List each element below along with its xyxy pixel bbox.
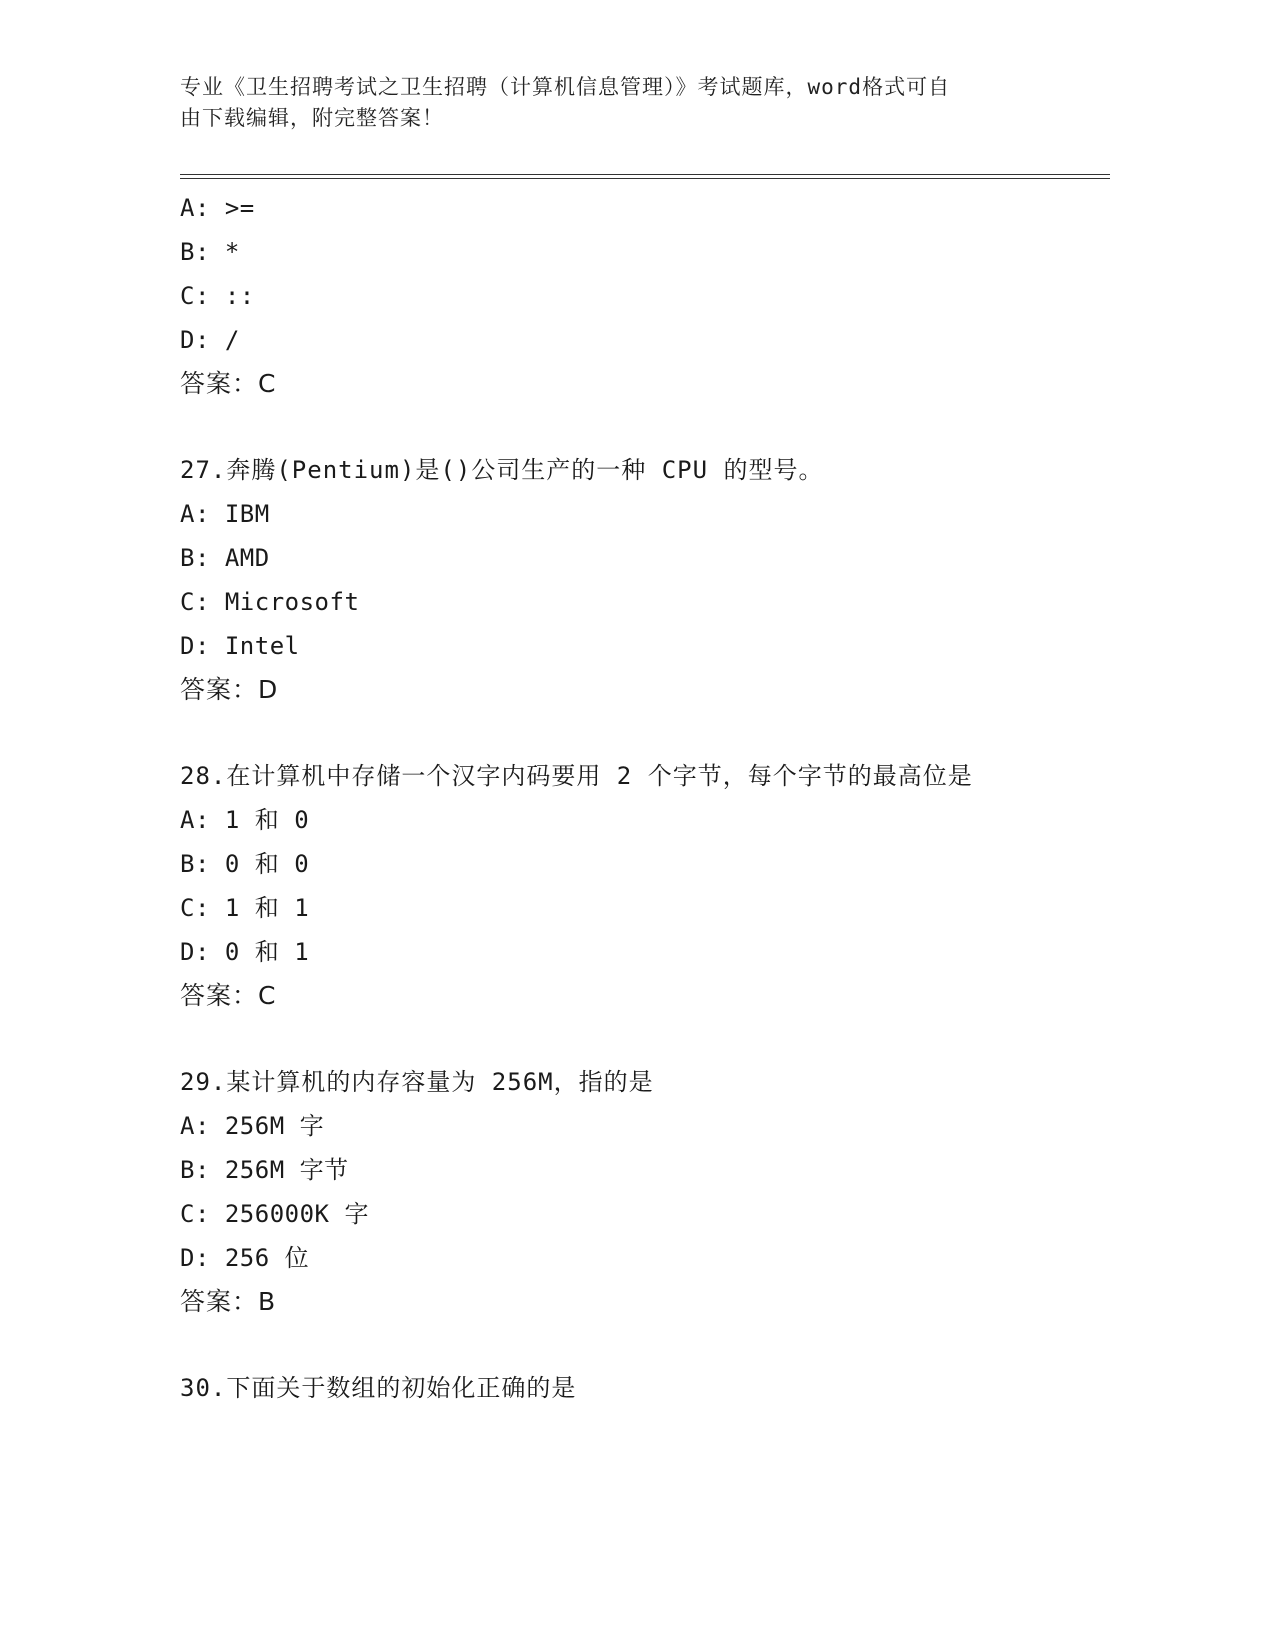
answer-line: 答案：D (180, 675, 279, 704)
option-c: C: 1 和 1 (180, 894, 310, 922)
question-text: 27.奔腾(Pentium)是()公司生产的一种 CPU 的型号。 (180, 456, 824, 484)
document-header (180, 72, 1040, 134)
question-block-28 (180, 754, 1110, 1018)
option-b: B: 0 和 0 (180, 850, 310, 878)
answer-line: 答案：C (180, 981, 277, 1010)
question-block-29 (180, 1060, 1110, 1324)
option-c: C: :: (180, 282, 255, 310)
question-text: 28.在计算机中存储一个汉字内码要用 2 个字节，每个字节的最高位是 (180, 762, 973, 790)
header-line-2: 由下载编辑，附完整答案！ (180, 106, 444, 130)
question-block-27 (180, 448, 1110, 712)
option-a: A: 1 和 0 (180, 806, 310, 834)
option-c: C: Microsoft (180, 588, 360, 616)
option-c: C: 256000K 字 (180, 1200, 369, 1228)
option-b: B: * (180, 238, 240, 266)
option-d: D: / (180, 326, 240, 354)
question-block-30 (180, 1366, 1110, 1410)
option-d: D: Intel (180, 632, 300, 660)
answer-line: 答案：B (180, 1287, 277, 1316)
option-d: D: 256 位 (180, 1244, 310, 1272)
header-line-1: 专业《卫生招聘考试之卫生招聘（计算机信息管理）》考试题库，word格式可自 (180, 75, 951, 99)
question-block-26 (180, 186, 1110, 406)
option-b: B: 256M 字节 (180, 1156, 349, 1184)
option-a: A: IBM (180, 500, 270, 528)
option-b: B: AMD (180, 544, 270, 572)
option-a: A: 256M 字 (180, 1112, 325, 1140)
question-list (180, 186, 1110, 1410)
question-text: 29.某计算机的内存容量为 256M，指的是 (180, 1068, 654, 1096)
option-a: A: >= (180, 194, 255, 222)
header-double-rule (180, 174, 1110, 179)
question-text: 30.下面关于数组的初始化正确的是 (180, 1374, 577, 1402)
option-d: D: 0 和 1 (180, 938, 310, 966)
answer-line: 答案：C (180, 369, 277, 398)
